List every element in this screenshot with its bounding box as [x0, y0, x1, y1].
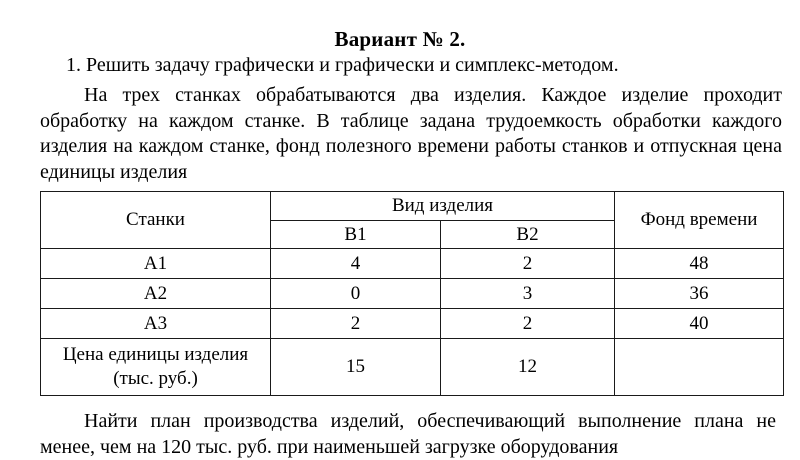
cell-fund-value: 36	[615, 279, 784, 309]
cell-b2-value: 2	[441, 249, 615, 279]
cell-price-b2: 12	[441, 339, 615, 396]
header-cell-machines: Станки	[41, 192, 271, 249]
cell-price-label	[41, 339, 271, 396]
table-row-price	[41, 339, 784, 396]
header-cell-time-fund: Фонд времени	[615, 192, 784, 249]
closing-paragraph: Найти план производства изделий, обеспечивающий выполнение плана не менее, чем на 120 тыс. руб. при наименьшей загрузке оборудования	[40, 410, 776, 458]
cell-b1-value: 0	[271, 279, 441, 309]
table-row	[41, 279, 784, 309]
cell-b1-value: 4	[271, 249, 441, 279]
table-header-row-primary	[41, 192, 784, 221]
cell-fund-value: 40	[615, 309, 784, 339]
cell-price-fund-empty	[615, 339, 784, 396]
table-container	[0, 185, 800, 396]
cell-machine-name: А2	[41, 279, 271, 309]
intro-paragraph: На трех станках обрабатываются два изделия. Каждое изделие проходит обработку на каждом станке. В таблице задана трудоемкость обработки каждого изделия на каждом станке, фонд полезного времени работы станков и отпускная цена единицы изделия	[40, 84, 782, 183]
cell-b1-value: 2	[271, 309, 441, 339]
machine-product-table	[40, 191, 784, 396]
price-label-line-2: (тыс. руб.)	[113, 368, 198, 389]
page-title: Вариант № 2.	[334, 27, 466, 51]
header-cell-product-type: Вид изделия	[271, 192, 615, 221]
task-statement-line: 1. Решить задачу графически и графически и симплекс-методом.	[66, 54, 619, 76]
cell-b2-value: 2	[441, 309, 615, 339]
table-row	[41, 309, 784, 339]
cell-price-b1: 15	[271, 339, 441, 396]
table-row	[41, 249, 784, 279]
cell-fund-value: 48	[615, 249, 784, 279]
cell-b2-value: 3	[441, 279, 615, 309]
price-label-line-1: Цена единицы изделия	[62, 344, 249, 365]
cell-machine-name: А1	[41, 249, 271, 279]
header-cell-b1: В1	[271, 221, 441, 249]
header-cell-b2: В2	[441, 221, 615, 249]
cell-machine-name: А3	[41, 309, 271, 339]
